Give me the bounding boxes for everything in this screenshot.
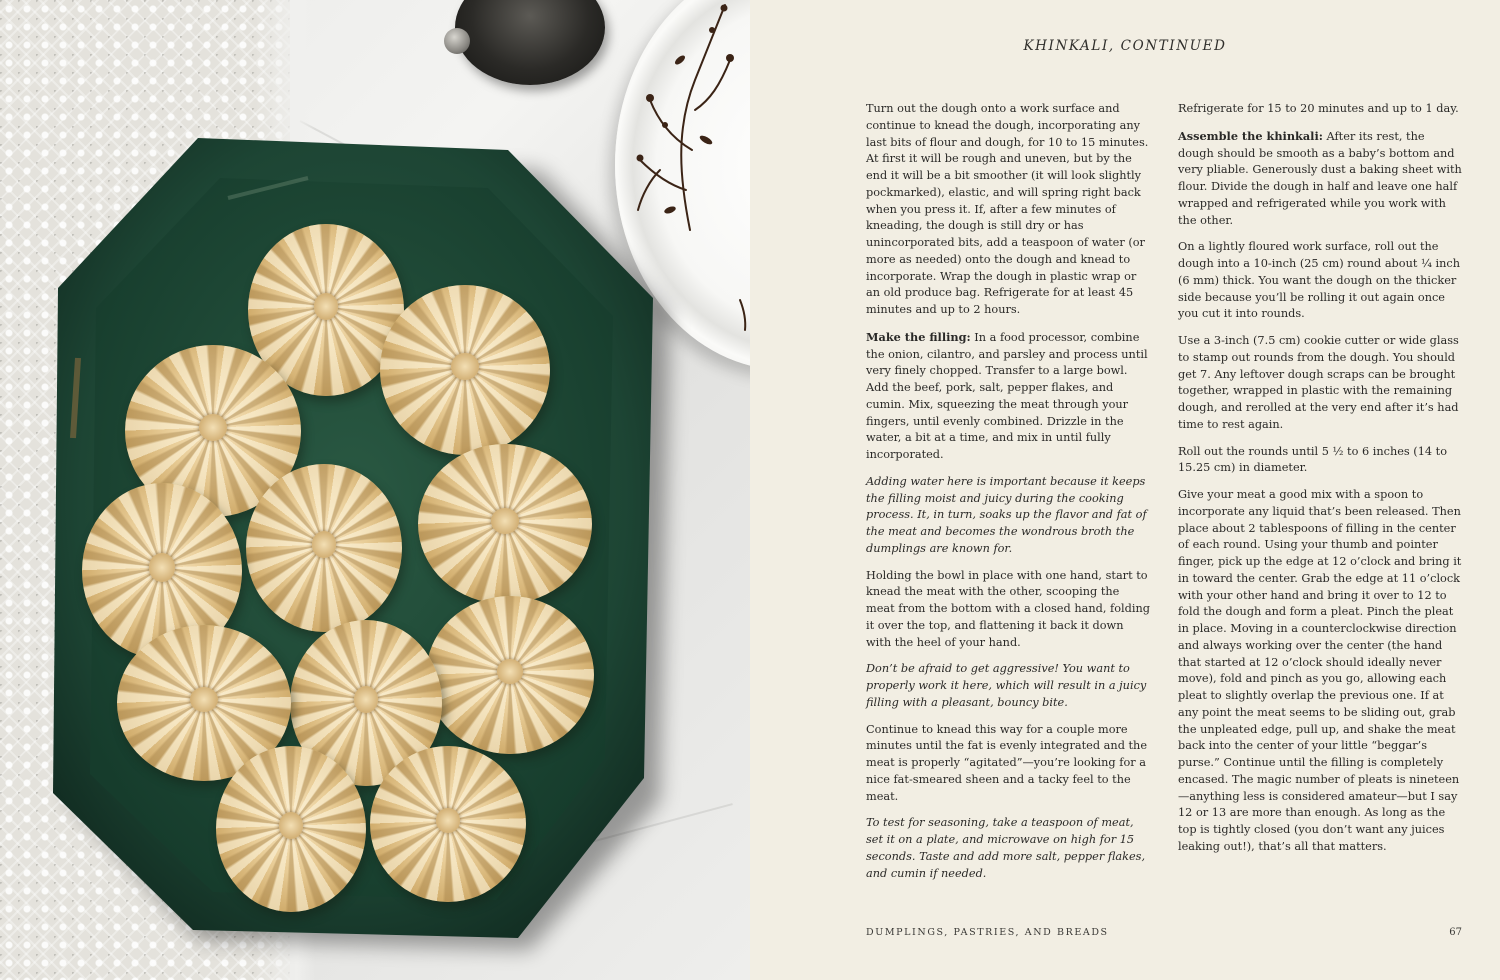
text-column-left	[866, 101, 1150, 892]
paragraph-text: Roll out the rounds until 5 ½ to 6 inches (14 to 15.25 cm) in diameter.	[1178, 444, 1448, 475]
paragraph	[1178, 487, 1462, 856]
dumpling	[246, 464, 402, 632]
paragraph-text: Continue to knead this way for a couple more minutes until the fat is evenly integrated and the meat is properly “agitated”—you’re looking for a nice fat-smeared sheen and a tacky feel to the meat.	[866, 722, 1148, 803]
paragraph-text: In a food processor, combine the onion, cilantro, and parsley and process until very finely chopped. Transfer to a large bowl. Add the beef, pork, salt, pepper flakes, and cumin. Mix, squeezing the meat through your fingers, until evenly combined. Drizzle in the water, a bit at a time, and mix in until fully incorporated.	[866, 330, 1148, 461]
step-heading: Assemble the khinkali:	[1178, 128, 1323, 143]
dumpling	[216, 746, 366, 912]
paragraph-text: On a lightly floured work surface, roll out the dough into a 10-inch (25 cm) round about ¼ inch (6 mm) thick. You want the dough on the thicker side because you’ll be rolling it out again once you cut it into rounds.	[1178, 240, 1461, 321]
dumpling	[426, 596, 594, 754]
paragraph-text: Use a 3-inch (7.5 cm) cookie cutter or wide glass to stamp out rounds from the dough. You should get 7. Any leftover dough scraps can be brought together, wrapped in plastic with the remaining dough, and rerolled at the very end after it’s had time to rest again.	[1178, 334, 1459, 431]
paragraph-text: Holding the bowl in place with one hand, start to knead the meat with the other, scooping the meat from the bottom with a closed hand, folding it over the top, and flattening it back it down with the heel of your hand.	[866, 568, 1150, 649]
text-column-right	[1178, 101, 1462, 866]
paragraph-text: Refrigerate for 15 to 20 minutes and up to 1 day.	[1178, 102, 1459, 115]
paragraph-text: After its rest, the dough should be smooth as a baby’s bottom and very pliable. Generously dust a baking sheet with flour. Divide the dough in half and leave one half wrapped and refrigerated while you work with the other.	[1178, 129, 1462, 227]
paragraph	[1178, 101, 1462, 118]
pepper-grinder	[455, 0, 605, 85]
section-footer: DUMPLINGS, PASTRIES, AND BREADS	[866, 927, 1109, 938]
italic-note: To test for seasoning, take a teaspoon of meat, set it on a plate, and microwave on high for 15 seconds. Taste and add more salt, pepper flakes, and cumin if needed.	[866, 816, 1146, 880]
pepper-grinder-knob	[444, 28, 470, 54]
step-heading: Make the filling:	[866, 329, 971, 344]
page-header: KHINKALI, CONTINUED	[1023, 38, 1227, 54]
dumpling	[380, 285, 550, 455]
dumpling	[370, 746, 526, 902]
paragraph-text: Give your meat a good mix with a spoon to incorporate any liquid that’s been released. Then place about 2 tablespoons of filling in the center of each round. Using your thumb and pointer finger, pick up the edge at 12 o’clock and bring it in toward the center. Grab the edge at 11 o’clock with your other hand and bring it over to 12 to fold the dough and form a pleat. Pinch the pleat in place. Moving in a counterclockwise direction and always working over the center (the hand that started at 12 o’clock should ideally never move), fold and pinch as you go, allowing each pleat to slightly overlap the previous one. If at any point the meat seems to be sliding out, grab the unpleated edge, pull up, and shake the meat back into the center of your little “beggar’s purse.” Continue until the filling is completely encased. The magic number of pleats is nineteen—anything less is considered amateur—but I say 12 or 13 are more than enough. As long as the top is tightly closed (you don’t want any juices leaking out!), that’s all that matters.	[1178, 488, 1462, 853]
dumpling	[418, 444, 592, 604]
page-number: 67	[1449, 927, 1462, 938]
paragraph	[866, 329, 1150, 464]
recipe-page	[750, 0, 1500, 980]
paragraph-text: Turn out the dough onto a work surface and continue to knead the dough, incorporating any last bits of flour and dough, for 10 to 15 minutes. At first it will be rough and uneven, but by the end it will be a bit smoother (it will look slightly pockmarked), elastic, and will spring right back when you press it. If, after a few minutes of kneading, the dough is still dry or has unincorporated bits, add a teaspoon of water (or more as needed) onto the dough and knead to incorporate. Wrap the dough in plastic wrap or an old produce bag. Refrigerate for at least 45 minutes and up to 2 hours.	[866, 102, 1149, 316]
italic-note: Don’t be afraid to get aggressive! You want to properly work it here, which will result in a juicy filling with a pleasant, bouncy bite.	[866, 662, 1147, 709]
paragraph	[866, 101, 1150, 319]
paragraph	[1178, 239, 1462, 323]
paragraph	[1178, 444, 1462, 478]
paragraph	[1178, 128, 1462, 230]
italic-note: Adding water here is important because it keeps the filling moist and juicy during the cooking process. It, in turn, soaks up the flavor and fat of the meat and becomes the wondrous broth the dumplings are known for.	[866, 474, 1147, 555]
paragraph	[1178, 333, 1462, 434]
paragraph	[866, 722, 1150, 806]
paragraph	[866, 568, 1150, 652]
